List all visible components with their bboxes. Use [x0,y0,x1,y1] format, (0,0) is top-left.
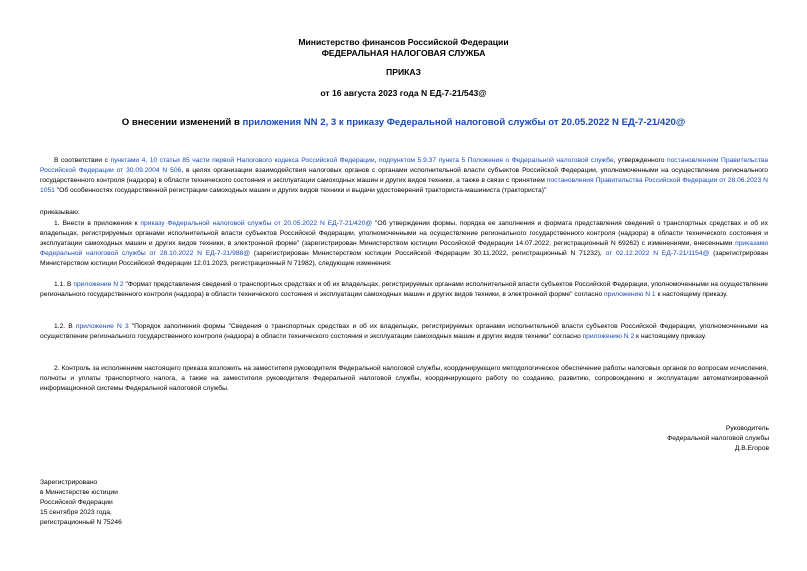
registration-line: в Министерстве юстиции [40,489,118,496]
ministry-name: Министерство финансов Российской Федерации [298,37,509,47]
appendix-3-link[interactable]: приложение N 3 [75,323,129,330]
registration-line: Зарегистрировано [40,479,98,486]
document-date-number: от 16 августа 2023 года N ЕД-7-21/543@ [320,88,487,98]
item-text: к настоящему приказу. [634,333,707,340]
preamble-text: , утвержденного [613,157,667,164]
signer-position: Руководитель [725,425,769,432]
item-2-paragraph: 2. Контроль за исполнением настоящего приказа возложить на заместителя руководителя Федеральной налоговой службы, координирующего методологическое обеспечение работы налоговых органов по вопросам исчисления, полноты и уплаты транспортного налога, а также на заместителя руководителя Федеральной налоговой службы, координирующего работу по созданию, развитию, сопровождению и эксплуатации автоматизированной информационной системы Федеральной налоговой службы. [40,365,768,392]
registration-line: Российской Федерации [40,499,113,506]
item-text: "Об утверждении формы, порядка ее заполнения и формата представления сведений о транспортных средствах и об их владельцах, регистрируемых органами исполнительной власти субъектов Российской Федерации, уполномоченными на осуществление регионального государственного контроля (надзора) в области технического состояния и эксплуатации самоходных машин и других видов техники, в электронной форме" (зарегистрирован Министерством юстиции Российской Федерации 14.07.2022, регистрационный N 69262) с изменениями, внесенными [40,220,768,247]
item-1-1-paragraph [40,280,768,300]
order-1154-link[interactable]: от 02.12.2022 N ЕД-7-21/1154@ [605,250,710,257]
title-link[interactable]: приложения NN 2, 3 к приказу Федеральной налоговой службы от 20.05.2022 N ЕД-7-21/420@ [242,117,686,128]
item-text: (зарегистрирован Министерством юстиции Российской Федерации 12.01.2023, регистрационный N 71982), следующие изменения: [40,250,768,267]
attachment-1-link[interactable]: приложению N 1 [604,291,656,298]
order-420-link[interactable]: приказу Федеральной налоговой службы от 20.05.2022 N ЕД-7-21/420@ [140,220,373,227]
registration-line: 15 сентября 2023 года, [40,509,112,516]
item-text: (зарегистрирован Министерством юстиции Российской Федерации 30.11.2022, регистрационный N 71232), [250,250,606,257]
registration-block [40,478,240,528]
service-name: ФЕДЕРАЛЬНАЯ НАЛОГОВАЯ СЛУЖБА [321,48,486,58]
item-text: "Формат представления сведений о транспортных средствах и об их владельцах, регистрируемых органами исполнительной власти субъектов Российской Федерации, уполномоченными на осуществление регионального государственного контроля (надзора) в области технического состояния и эксплуатации самоходных машин и других видов техники, в электронной форме" согласно [40,281,768,298]
signer-name: Д.В.Егоров [734,445,769,452]
item-1-paragraph [40,219,768,269]
preamble-text: В соответствии с [54,157,111,164]
item-text: "Порядок заполнения формы "Сведения о транспортных средствах и об их владельцах, регистрируемых органами исполнительной власти субъектов Российской Федерации, уполномоченными на осуществление регионального государственного контроля (надзора) в области технического состояния и эксплуатации самоходных машин и других видов техники" согласно [40,323,768,340]
preamble-paragraph [40,156,768,196]
document-title [0,117,807,128]
item-text: 1.1. В [54,281,74,288]
order-988-link[interactable]: приказами Федеральной налоговой службы от 28.10.2022 N ЕД-7-21/988@ [40,240,768,257]
order-word: приказываю: [40,209,80,216]
preamble-text: , [374,157,379,164]
preamble-text: "Об особенностях государственной регистрации самоходных машин и других видов техники и выдачи удостоверений тракториста-машиниста (тракториста)" [54,187,547,194]
resolution-1051-link[interactable]: постановления Правительства Российской Федерации от 28.06.2023 N 1051 [40,177,769,194]
title-prefix: О внесении изменений в [121,117,243,128]
regulation-link[interactable]: подпунктом 5.9.37 пункта 5 Положения о Федеральной налоговой службе [378,157,614,164]
preamble-text: , в целях организации взаимодействия налоговых органов с органами исполнительной власти субъектов Российской Федерации, уполномоченными на осуществление регионального государственного контроля (надзора) в области технического состояния и эксплуатации самоходных машин и других видов техники, а также в связи с принятием [40,167,768,184]
appendix-2-link[interactable]: приложение N 2 [73,281,124,288]
document-type: ПРИКАЗ [386,67,421,77]
item-text: 1. Внести в приложения к [54,220,141,227]
item-1-2-paragraph [40,322,768,342]
signer-org: Федеральной налоговой службы [667,435,769,442]
item-text: к настоящему приказу. [655,291,728,298]
registration-line: регистрационный N 75246 [40,519,122,526]
resolution-506-link[interactable]: постановлением Правительства Российской Федерации от 30.09.2004 N 506 [40,157,769,174]
attachment-2-link[interactable]: приложению N 2 [582,333,635,340]
tax-code-link[interactable]: пунктами 4, 10 статьи 85 части первой Налогового кодекса Российской Федерации [110,157,375,164]
item-text: 1.2. В [54,323,76,330]
signature-block [529,424,769,454]
